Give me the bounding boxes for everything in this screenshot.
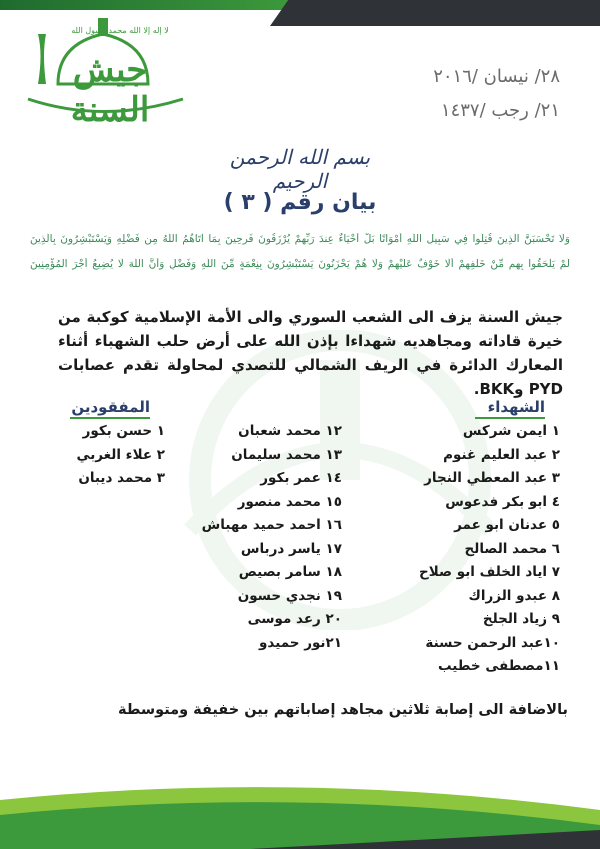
martyr-list-item: ٣ عبد المعطي النجار: [424, 470, 560, 486]
statement-title: بيان رقم ( ٣ ): [223, 190, 377, 215]
martyr-list-item: ١ ايمن شركس: [462, 423, 560, 439]
martyr-list-item: ٢ عبد العليم غنوم: [443, 446, 560, 463]
martyr-list-item: ٥ عدنان ابو عمر: [454, 517, 560, 533]
martyr-list-item: ٤ ابو بكر فدعوس: [445, 493, 560, 510]
martyrs-heading: الشهداء: [475, 398, 545, 419]
bottom-decor-wave: [0, 780, 600, 849]
martyr-list-item: ٦ محمد الصالح: [464, 540, 560, 557]
martyrs-list-column-2: [192, 420, 342, 655]
martyr-list-item: ١٢ محمد شعبان: [238, 423, 342, 439]
quran-verse-line-2: لَمْ يَلْحَقُوا بِهِم مِّنْ خَلْفِهِمْ أَلَّا خَوْفٌ عَلَيْهِمْ وَلَا هُمْ يَحْزَنُونَ يَسْتَبْشِرُونَ بِنِعْمَةٍ مِّنَ اللَّهِ وَفَضْلٍ وَأَنَّ اللَّهَ لَا يُضِيعُ أَجْرَ الْمُؤْمِنِينَ: [30, 258, 570, 270]
quran-verse-line-1: وَلَا تَحْسَبَنَّ الَّذِينَ قُتِلُوا فِي سَبِيلِ اللَّهِ أَمْوَاتًا بَلْ أَحْيَاءٌ عِندَ رَبِّهِمْ يُرْزَقُونَ فَرِحِينَ بِمَا آتَاهُمُ اللَّهُ مِن فَضْلِهِ وَيَسْتَبْشِرُونَ بِالَّذِينَ: [30, 233, 570, 245]
logo-text: جيش السنة: [70, 50, 150, 130]
injuries-note: بالاضافة الى إصابة ثلاثين مجاهد إصاباتهم بين خفيفة ومتوسطة: [117, 702, 568, 718]
bismillah-calligraphy: بسم الله الرحمن الرحيم: [229, 145, 371, 193]
martyr-list-item: ١٣ محمد سليمان: [231, 446, 342, 463]
top-accent-bar-dark: [300, 0, 600, 26]
martyr-list-item: ١٤ عمر بكور: [260, 470, 342, 486]
martyr-list-item: ١٦ احمد حميد مهباش: [201, 517, 342, 533]
date-block: [360, 60, 560, 128]
martyr-list-item: ١١مصطفى خطيب: [437, 658, 560, 674]
martyrs-list-column-1: [380, 420, 560, 679]
martyr-list-item: ١٠عبد الرحمن حسنة: [425, 634, 560, 651]
martyr-list-item: ١٧ ياسر درباس: [240, 540, 342, 557]
martyr-list-item: ١٩ نجدي حسون: [237, 587, 342, 604]
top-accent-bar-green: [0, 0, 300, 10]
martyr-list-item: ٢٠ رعد موسى: [247, 611, 342, 627]
date-gregorian: ٢٨/ نيسان /٢٠١٦: [433, 66, 560, 87]
logo-subtext: لا إله إلا الله محمد رسول الله: [71, 26, 169, 35]
martyr-list-item: ٩ زياد الجلخ: [482, 611, 560, 627]
date-hijri: ٢١/ رجب /١٤٣٧: [440, 100, 560, 121]
martyr-list-item: ١٨ سامر بصيص: [238, 564, 342, 580]
martyr-list-item: ١٥ محمد منصور: [237, 493, 342, 510]
missing-list-item: ٣ محمد ديبان: [78, 470, 165, 486]
missing-list-item: ٢ علاء الغربي: [76, 446, 165, 463]
missing-heading: المفقودين: [70, 398, 150, 419]
martyr-list-item: ٧ اياد الخلف ابو صلاح: [419, 564, 560, 580]
missing-list-item: ١ حسن بكور: [82, 423, 165, 439]
statement-body: جيش السنة يزف الى الشعب السوري والى الأمة الإسلامية كوكبة من خيرة قاداته ومجاهديه شهداءا بإذن الله على أرض حلب الشهباء أثناء المعارك الدائرة في الريف الشمالي للتصدي لمحاولة تقدم عصابات PYD وBKK.: [58, 308, 563, 398]
martyr-list-item: ٢١نور حميدو: [259, 634, 342, 651]
martyr-list-item: ٨ عبدو الزراك: [468, 587, 560, 604]
missing-list: [55, 420, 165, 491]
